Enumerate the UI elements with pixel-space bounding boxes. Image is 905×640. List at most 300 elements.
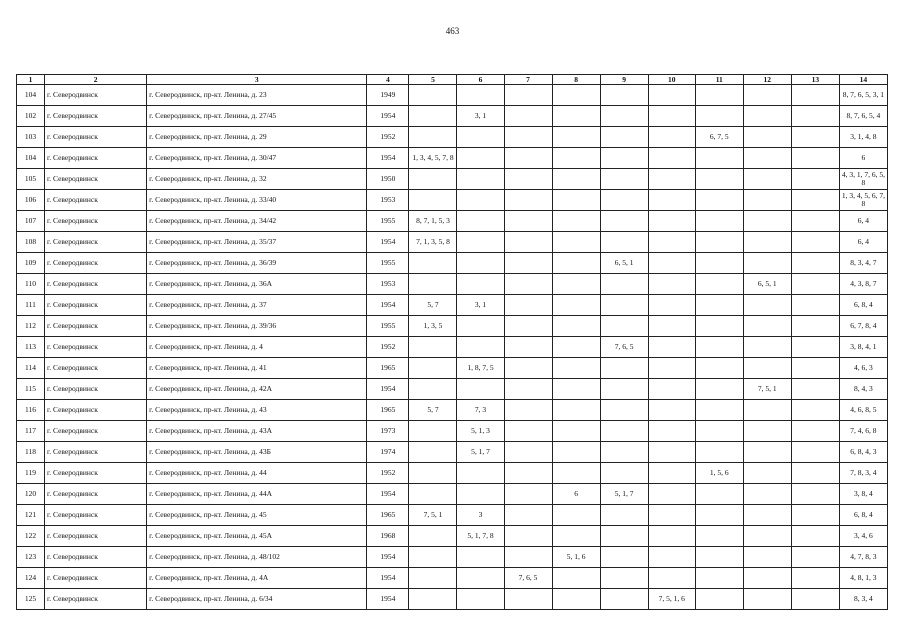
table-cell-col-3: г. Северодвинск, пр-кт. Ленина, д. 35/37 (147, 232, 367, 253)
table-cell-col-9 (600, 442, 648, 463)
table-cell-col-5: 5, 7 (409, 295, 457, 316)
table-cell-col-13 (791, 253, 839, 274)
table-cell-col-7 (504, 379, 552, 400)
table-cell-col-13 (791, 358, 839, 379)
table-cell-col-11 (695, 484, 743, 505)
table-cell-col-4: 1953 (367, 190, 409, 211)
table-cell-col-10 (648, 211, 695, 232)
table-cell-col-4: 1954 (367, 106, 409, 127)
table-cell-col-10 (648, 505, 695, 526)
table-cell-col-3: г. Северодвинск, пр-кт. Ленина, д. 43 (147, 400, 367, 421)
table-cell-col-10 (648, 358, 695, 379)
table-cell-col-3: г. Северодвинск, пр-кт. Ленина, д. 43Б (147, 442, 367, 463)
column-header-8: 8 (552, 75, 600, 85)
table-cell-col-1: 104 (17, 85, 45, 106)
table-cell-col-3: г. Северодвинск, пр-кт. Ленина, д. 30/47 (147, 148, 367, 169)
table-cell-col-7 (504, 85, 552, 106)
table-cell-col-4: 1952 (367, 463, 409, 484)
table-cell-col-10 (648, 463, 695, 484)
table-cell-col-14: 8, 7, 6, 5, 3, 1 (839, 85, 887, 106)
table-cell-col-8 (552, 526, 600, 547)
table-cell-col-8 (552, 169, 600, 190)
table-cell-col-6 (457, 85, 504, 106)
table-cell-col-7 (504, 505, 552, 526)
table-cell-col-14: 1, 3, 4, 5, 6, 7, 8 (839, 190, 887, 211)
table-cell-col-2: г. Северодвинск (45, 463, 147, 484)
table-cell-col-12 (743, 148, 791, 169)
table-cell-col-2: г. Северодвинск (45, 400, 147, 421)
table-cell-col-9 (600, 127, 648, 148)
table-cell-col-1: 123 (17, 547, 45, 568)
table-cell-col-4: 1954 (367, 295, 409, 316)
table-cell-col-3: г. Северодвинск, пр-кт. Ленина, д. 33/40 (147, 190, 367, 211)
table-cell-col-2: г. Северодвинск (45, 484, 147, 505)
table-cell-col-2: г. Северодвинск (45, 274, 147, 295)
table-cell-col-12 (743, 526, 791, 547)
table-cell-col-5 (409, 526, 457, 547)
table-cell-col-7 (504, 421, 552, 442)
table-cell-col-13 (791, 589, 839, 610)
table-cell-col-6: 7, 3 (457, 400, 504, 421)
table-cell-col-8 (552, 274, 600, 295)
table-cell-col-9 (600, 547, 648, 568)
table-cell-col-7 (504, 316, 552, 337)
table-cell-col-1: 111 (17, 295, 45, 316)
table-cell-col-11 (695, 253, 743, 274)
table-cell-col-5 (409, 169, 457, 190)
table-cell-col-9 (600, 463, 648, 484)
table-cell-col-5 (409, 106, 457, 127)
table-cell-col-4: 1954 (367, 484, 409, 505)
table-cell-col-11 (695, 505, 743, 526)
table-cell-col-2: г. Северодвинск (45, 295, 147, 316)
table-cell-col-6 (457, 190, 504, 211)
table-row (17, 148, 888, 169)
table-cell-col-14: 3, 8, 4 (839, 484, 887, 505)
table-cell-col-14: 6, 7, 8, 4 (839, 316, 887, 337)
table-row (17, 358, 888, 379)
table-cell-col-8 (552, 589, 600, 610)
table-cell-col-6 (457, 316, 504, 337)
table-row (17, 253, 888, 274)
column-header-13: 13 (791, 75, 839, 85)
table-cell-col-5 (409, 421, 457, 442)
table-cell-col-2: г. Северодвинск (45, 253, 147, 274)
table-cell-col-6 (457, 253, 504, 274)
table-cell-col-12 (743, 589, 791, 610)
table-cell-col-8 (552, 211, 600, 232)
table-cell-col-1: 106 (17, 190, 45, 211)
table-cell-col-2: г. Северодвинск (45, 379, 147, 400)
table-row (17, 547, 888, 568)
table-cell-col-1: 112 (17, 316, 45, 337)
table-cell-col-14: 4, 7, 8, 3 (839, 547, 887, 568)
table-cell-col-7: 7, 6, 5 (504, 568, 552, 589)
table-cell-col-12 (743, 547, 791, 568)
table-cell-col-10 (648, 232, 695, 253)
table-cell-col-11 (695, 568, 743, 589)
table-cell-col-5 (409, 463, 457, 484)
table-cell-col-6 (457, 169, 504, 190)
table-cell-col-7 (504, 274, 552, 295)
table-cell-col-11 (695, 316, 743, 337)
table-cell-col-8 (552, 358, 600, 379)
table-cell-col-9 (600, 106, 648, 127)
table-cell-col-13 (791, 568, 839, 589)
table-row (17, 337, 888, 358)
table-cell-col-6: 5, 1, 7, 8 (457, 526, 504, 547)
table-cell-col-10 (648, 274, 695, 295)
table-cell-col-4: 1954 (367, 589, 409, 610)
table-cell-col-9 (600, 232, 648, 253)
table-cell-col-14: 3, 4, 6 (839, 526, 887, 547)
table-cell-col-8 (552, 400, 600, 421)
table-cell-col-2: г. Северодвинск (45, 421, 147, 442)
table-cell-col-10 (648, 547, 695, 568)
table-cell-col-8 (552, 106, 600, 127)
table-cell-col-1: 110 (17, 274, 45, 295)
table-cell-col-12 (743, 421, 791, 442)
table-cell-col-2: г. Северодвинск (45, 358, 147, 379)
table-cell-col-2: г. Северодвинск (45, 337, 147, 358)
table-cell-col-10 (648, 484, 695, 505)
table-cell-col-5 (409, 358, 457, 379)
table-cell-col-8 (552, 463, 600, 484)
table-cell-col-9 (600, 421, 648, 442)
table-cell-col-5 (409, 589, 457, 610)
table-cell-col-5: 7, 5, 1 (409, 505, 457, 526)
column-header-3: 3 (147, 75, 367, 85)
table-cell-col-12 (743, 484, 791, 505)
table-cell-col-7 (504, 589, 552, 610)
table-cell-col-7 (504, 337, 552, 358)
table-cell-col-10 (648, 295, 695, 316)
table-cell-col-3: г. Северодвинск, пр-кт. Ленина, д. 4 (147, 337, 367, 358)
table-cell-col-11 (695, 106, 743, 127)
column-header-4: 4 (367, 75, 409, 85)
table-cell-col-5 (409, 274, 457, 295)
table-cell-col-8 (552, 253, 600, 274)
table-cell-col-14: 6, 4 (839, 211, 887, 232)
table-body (17, 85, 888, 610)
table-cell-col-9 (600, 526, 648, 547)
table-cell-col-13 (791, 169, 839, 190)
table-cell-col-2: г. Северодвинск (45, 526, 147, 547)
table-cell-col-11 (695, 379, 743, 400)
table-cell-col-8 (552, 127, 600, 148)
table-cell-col-2: г. Северодвинск (45, 232, 147, 253)
table-cell-col-4: 1949 (367, 85, 409, 106)
table-cell-col-13 (791, 295, 839, 316)
table-cell-col-1: 118 (17, 442, 45, 463)
table-cell-col-6 (457, 148, 504, 169)
table-cell-col-7 (504, 211, 552, 232)
table-cell-col-1: 116 (17, 400, 45, 421)
table-cell-col-13 (791, 379, 839, 400)
table-row (17, 505, 888, 526)
table-cell-col-5: 5, 7 (409, 400, 457, 421)
table-cell-col-14: 7, 8, 3, 4 (839, 463, 887, 484)
table-row (17, 526, 888, 547)
table-cell-col-1: 125 (17, 589, 45, 610)
table-cell-col-7 (504, 169, 552, 190)
table-cell-col-6: 3, 1 (457, 106, 504, 127)
table-cell-col-12 (743, 211, 791, 232)
table-cell-col-9: 7, 6, 5 (600, 337, 648, 358)
table-cell-col-4: 1952 (367, 337, 409, 358)
table-cell-col-14: 4, 6, 3 (839, 358, 887, 379)
table-cell-col-1: 121 (17, 505, 45, 526)
column-header-2: 2 (45, 75, 147, 85)
table-cell-col-6 (457, 484, 504, 505)
table-cell-col-13 (791, 463, 839, 484)
table-cell-col-4: 1952 (367, 127, 409, 148)
table-cell-col-13 (791, 274, 839, 295)
table-row (17, 568, 888, 589)
table-cell-col-6 (457, 127, 504, 148)
table-cell-col-7 (504, 463, 552, 484)
table-cell-col-10 (648, 400, 695, 421)
table-cell-col-13 (791, 547, 839, 568)
table-cell-col-9 (600, 169, 648, 190)
table-cell-col-5: 1, 3, 5 (409, 316, 457, 337)
table-cell-col-5 (409, 190, 457, 211)
table-cell-col-3: г. Северодвинск, пр-кт. Ленина, д. 27/45 (147, 106, 367, 127)
table-row (17, 484, 888, 505)
table-cell-col-13 (791, 127, 839, 148)
table-cell-col-5 (409, 568, 457, 589)
table-cell-col-11 (695, 232, 743, 253)
table-cell-col-11 (695, 148, 743, 169)
table-cell-col-7 (504, 127, 552, 148)
table-cell-col-9 (600, 379, 648, 400)
table-cell-col-2: г. Северодвинск (45, 211, 147, 232)
table-cell-col-12 (743, 85, 791, 106)
table-cell-col-10 (648, 127, 695, 148)
table-cell-col-1: 107 (17, 211, 45, 232)
table-cell-col-14: 7, 4, 6, 8 (839, 421, 887, 442)
table-cell-col-2: г. Северодвинск (45, 505, 147, 526)
table-cell-col-12 (743, 505, 791, 526)
table-cell-col-1: 102 (17, 106, 45, 127)
table-cell-col-6: 5, 1, 3 (457, 421, 504, 442)
table-cell-col-1: 115 (17, 379, 45, 400)
table-cell-col-12 (743, 232, 791, 253)
table-cell-col-7 (504, 106, 552, 127)
table-cell-col-12 (743, 316, 791, 337)
table-cell-col-1: 108 (17, 232, 45, 253)
table-cell-col-10 (648, 85, 695, 106)
table-cell-col-3: г. Северодвинск, пр-кт. Ленина, д. 36А (147, 274, 367, 295)
table-cell-col-10 (648, 421, 695, 442)
table-cell-col-9 (600, 589, 648, 610)
table-cell-col-3: г. Северодвинск, пр-кт. Ленина, д. 48/102 (147, 547, 367, 568)
table-cell-col-4: 1973 (367, 421, 409, 442)
table-cell-col-14: 3, 8, 4, 1 (839, 337, 887, 358)
table-cell-col-8 (552, 337, 600, 358)
table-cell-col-14: 8, 7, 6, 5, 4 (839, 106, 887, 127)
table-cell-col-4: 1954 (367, 379, 409, 400)
table-cell-col-10 (648, 379, 695, 400)
table-cell-col-1: 117 (17, 421, 45, 442)
table-cell-col-5 (409, 379, 457, 400)
table-row (17, 211, 888, 232)
table-cell-col-13 (791, 85, 839, 106)
table-cell-col-14: 6, 4 (839, 232, 887, 253)
table-cell-col-12: 6, 5, 1 (743, 274, 791, 295)
table-cell-col-9 (600, 316, 648, 337)
table-cell-col-11 (695, 190, 743, 211)
table-cell-col-11 (695, 211, 743, 232)
table-cell-col-11 (695, 526, 743, 547)
column-header-10: 10 (648, 75, 695, 85)
table-cell-col-12 (743, 442, 791, 463)
table-cell-col-2: г. Северодвинск (45, 190, 147, 211)
table-row (17, 127, 888, 148)
column-header-7: 7 (504, 75, 552, 85)
table-cell-col-2: г. Северодвинск (45, 148, 147, 169)
column-header-12: 12 (743, 75, 791, 85)
table-cell-col-7 (504, 232, 552, 253)
table-cell-col-1: 104 (17, 148, 45, 169)
table-cell-col-10: 7, 5, 1, 6 (648, 589, 695, 610)
table-cell-col-11 (695, 337, 743, 358)
table-cell-col-11 (695, 358, 743, 379)
table-cell-col-10 (648, 526, 695, 547)
table-cell-col-5 (409, 484, 457, 505)
table-cell-col-13 (791, 400, 839, 421)
table-cell-col-7 (504, 295, 552, 316)
table-cell-col-3: г. Северодвинск, пр-кт. Ленина, д. 41 (147, 358, 367, 379)
table-cell-col-4: 1954 (367, 148, 409, 169)
table-row (17, 400, 888, 421)
table-row (17, 274, 888, 295)
table-cell-col-4: 1965 (367, 400, 409, 421)
table-cell-col-10 (648, 442, 695, 463)
table-cell-col-9 (600, 400, 648, 421)
table-cell-col-7 (504, 547, 552, 568)
table-cell-col-2: г. Северодвинск (45, 85, 147, 106)
table-cell-col-7 (504, 526, 552, 547)
table-cell-col-13 (791, 106, 839, 127)
table-cell-col-8 (552, 568, 600, 589)
table-cell-col-9 (600, 505, 648, 526)
table-cell-col-8 (552, 421, 600, 442)
table-cell-col-1: 109 (17, 253, 45, 274)
table-cell-col-4: 1954 (367, 547, 409, 568)
header-row (17, 75, 888, 85)
table-cell-col-9 (600, 295, 648, 316)
table-cell-col-3: г. Северодвинск, пр-кт. Ленина, д. 44 (147, 463, 367, 484)
table-cell-col-14: 6, 8, 4, 3 (839, 442, 887, 463)
table-cell-col-12 (743, 190, 791, 211)
table-cell-col-1: 114 (17, 358, 45, 379)
table-cell-col-4: 1953 (367, 274, 409, 295)
table-cell-col-9: 6, 5, 1 (600, 253, 648, 274)
table-cell-col-4: 1968 (367, 526, 409, 547)
table-cell-col-4: 1974 (367, 442, 409, 463)
table-cell-col-1: 113 (17, 337, 45, 358)
table-cell-col-11: 1, 5, 6 (695, 463, 743, 484)
table-cell-col-2: г. Северодвинск (45, 442, 147, 463)
table-cell-col-11 (695, 85, 743, 106)
table-cell-col-8: 6 (552, 484, 600, 505)
table-cell-col-11 (695, 295, 743, 316)
column-header-6: 6 (457, 75, 504, 85)
table-cell-col-7 (504, 253, 552, 274)
table-cell-col-14: 4, 3, 8, 7 (839, 274, 887, 295)
table-cell-col-1: 119 (17, 463, 45, 484)
table-cell-col-3: г. Северодвинск, пр-кт. Ленина, д. 29 (147, 127, 367, 148)
table-row (17, 589, 888, 610)
column-header-14: 14 (839, 75, 887, 85)
table-cell-col-6 (457, 547, 504, 568)
table-cell-col-8 (552, 85, 600, 106)
table-cell-col-13 (791, 505, 839, 526)
table-cell-col-4: 1955 (367, 211, 409, 232)
table-cell-col-8 (552, 442, 600, 463)
table-cell-col-11 (695, 421, 743, 442)
table-cell-col-9 (600, 274, 648, 295)
table-cell-col-10 (648, 106, 695, 127)
table-cell-col-14: 4, 3, 1, 7, 6, 5, 8 (839, 169, 887, 190)
table-cell-col-10 (648, 253, 695, 274)
table-cell-col-2: г. Северодвинск (45, 568, 147, 589)
table-cell-col-3: г. Северодвинск, пр-кт. Ленина, д. 43А (147, 421, 367, 442)
table-cell-col-6: 1, 8, 7, 5 (457, 358, 504, 379)
table-row (17, 85, 888, 106)
table-cell-col-6: 3, 1 (457, 295, 504, 316)
column-header-1: 1 (17, 75, 45, 85)
table-cell-col-13 (791, 211, 839, 232)
table-cell-col-13 (791, 526, 839, 547)
table-cell-col-2: г. Северодвинск (45, 127, 147, 148)
table-cell-col-3: г. Северодвинск, пр-кт. Ленина, д. 32 (147, 169, 367, 190)
table-cell-col-7 (504, 148, 552, 169)
table-cell-col-12 (743, 106, 791, 127)
table-cell-col-6 (457, 589, 504, 610)
table-cell-col-12 (743, 400, 791, 421)
table-cell-col-11 (695, 589, 743, 610)
table-cell-col-14: 8, 4, 3 (839, 379, 887, 400)
table-cell-col-1: 103 (17, 127, 45, 148)
table-row (17, 421, 888, 442)
table-cell-col-14: 3, 1, 4, 8 (839, 127, 887, 148)
column-header-9: 9 (600, 75, 648, 85)
table-cell-col-8 (552, 232, 600, 253)
table-cell-col-13 (791, 337, 839, 358)
table-cell-col-14: 8, 3, 4 (839, 589, 887, 610)
table-cell-col-6 (457, 274, 504, 295)
column-header-5: 5 (409, 75, 457, 85)
table-row (17, 442, 888, 463)
table-cell-col-12 (743, 295, 791, 316)
table-cell-col-14: 4, 8, 1, 3 (839, 568, 887, 589)
table-cell-col-3: г. Северодвинск, пр-кт. Ленина, д. 37 (147, 295, 367, 316)
table-cell-col-2: г. Северодвинск (45, 547, 147, 568)
table-cell-col-9 (600, 568, 648, 589)
table-cell-col-11 (695, 547, 743, 568)
table-cell-col-10 (648, 568, 695, 589)
table-cell-col-3: г. Северодвинск, пр-кт. Ленина, д. 45А (147, 526, 367, 547)
table-cell-col-9: 5, 1, 7 (600, 484, 648, 505)
table-cell-col-1: 122 (17, 526, 45, 547)
table-cell-col-7 (504, 358, 552, 379)
table-cell-col-6: 5, 1, 7 (457, 442, 504, 463)
table-cell-col-4: 1955 (367, 316, 409, 337)
table-cell-col-5 (409, 85, 457, 106)
table-cell-col-12 (743, 127, 791, 148)
